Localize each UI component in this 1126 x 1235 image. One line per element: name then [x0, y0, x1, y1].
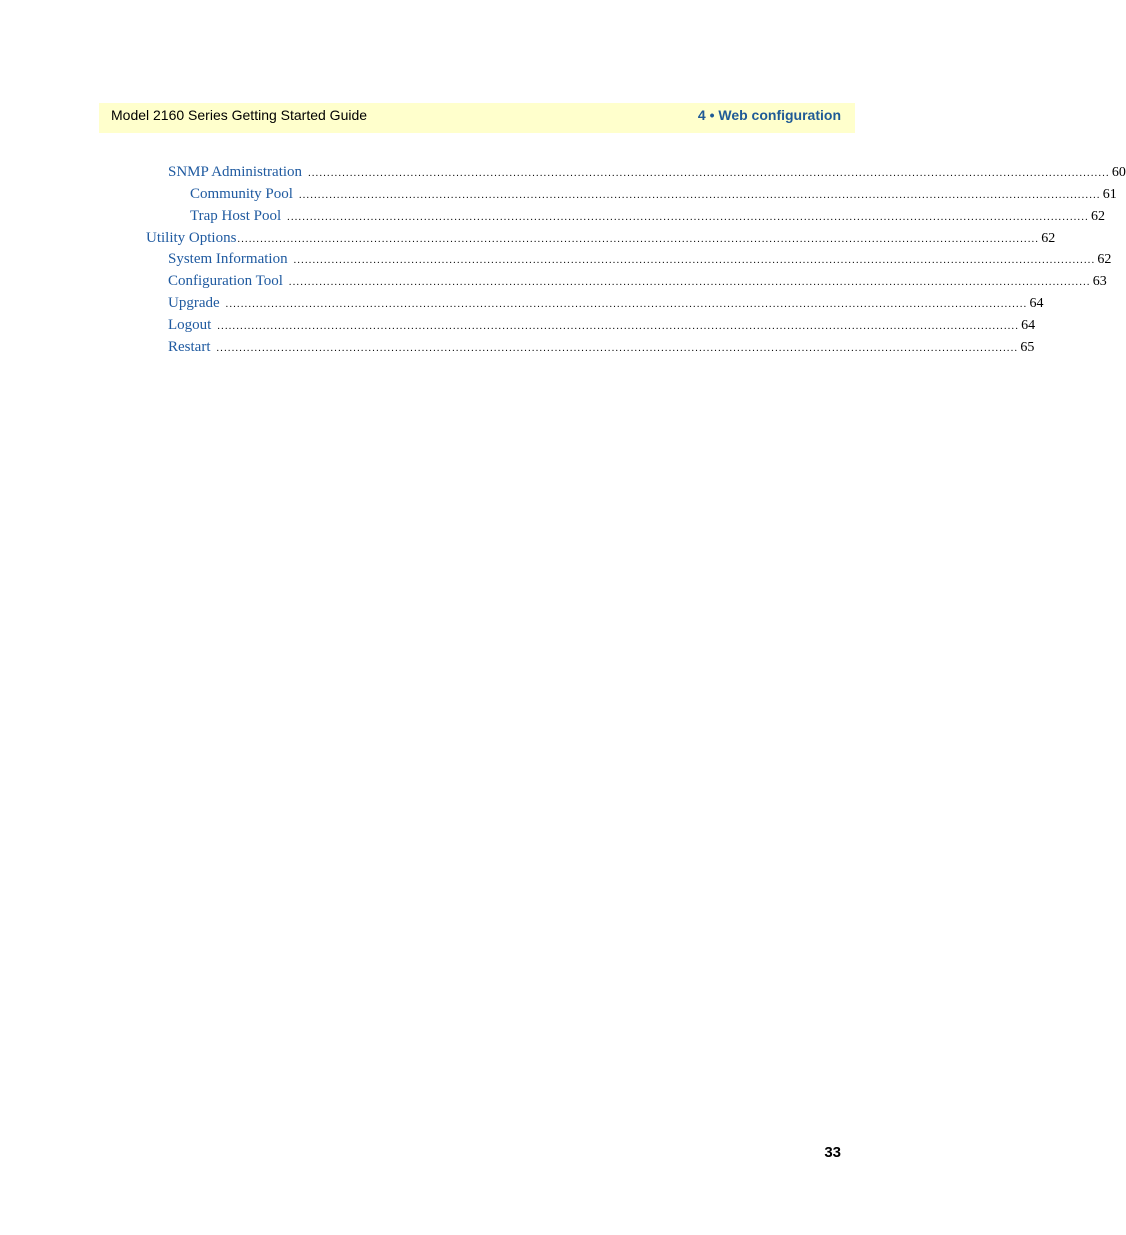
page-number: 33	[824, 1144, 841, 1161]
toc-entry-page: 61	[1102, 187, 1117, 202]
toc-entry-community-pool[interactable]	[190, 186, 1117, 206]
dot-leader: ...................................................................................................................................................................................................................	[237, 234, 1040, 245]
toc-entry-title: Logout	[168, 317, 212, 333]
toc-entry-logout[interactable]	[168, 317, 1036, 337]
dot-leader: ...................................................................................................................................................................................................................	[287, 212, 1089, 223]
toc-entry-page: 60	[1111, 165, 1126, 180]
toc-entry-page: 62	[1097, 252, 1112, 267]
toc-entry-title: Configuration Tool	[168, 273, 283, 289]
document-title: Model 2160 Series Getting Started Guide	[111, 107, 368, 123]
toc-entry-page: 62	[1041, 231, 1056, 246]
running-header	[99, 103, 855, 133]
toc-entry-page: 64	[1021, 318, 1036, 333]
toc-entry-title: Utility Options	[146, 230, 237, 246]
toc-entry-title: Upgrade	[168, 295, 220, 311]
toc-entry-page: 63	[1092, 274, 1107, 289]
dot-leader: ...................................................................................................................................................................................................................	[225, 299, 1028, 310]
toc-entry-title: Community Pool	[190, 186, 293, 202]
toc-entry-upgrade[interactable]	[168, 295, 1044, 315]
dot-leader: ...................................................................................................................................................................................................................	[293, 255, 1096, 266]
toc-entry-restart[interactable]	[168, 339, 1035, 359]
toc-entry-page: 62	[1090, 209, 1105, 224]
toc-entry-snmp-administration[interactable]	[168, 164, 1126, 184]
toc-entry-page: 65	[1020, 340, 1035, 355]
toc-entry-page: 64	[1029, 296, 1044, 311]
dot-leader: ...................................................................................................................................................................................................................	[216, 343, 1019, 354]
dot-leader: ...................................................................................................................................................................................................................	[308, 168, 1110, 179]
toc-entry-trap-host-pool[interactable]	[190, 208, 1105, 228]
toc-entry-system-information[interactable]	[168, 251, 1112, 271]
toc-entry-title: System Information	[168, 251, 288, 267]
toc-entry-title: Restart	[168, 339, 211, 355]
toc-entry-title: Trap Host Pool	[190, 208, 282, 224]
dot-leader: ...................................................................................................................................................................................................................	[298, 190, 1101, 201]
chapter-title: 4 • Web configuration	[697, 107, 841, 123]
toc-entry-configuration-tool[interactable]	[168, 273, 1107, 293]
dot-leader: ...................................................................................................................................................................................................................	[217, 321, 1020, 332]
toc-entry-title: SNMP Administration	[168, 164, 303, 180]
toc-entry-utility-options[interactable]	[146, 230, 1056, 250]
dot-leader: ...................................................................................................................................................................................................................	[288, 277, 1091, 288]
